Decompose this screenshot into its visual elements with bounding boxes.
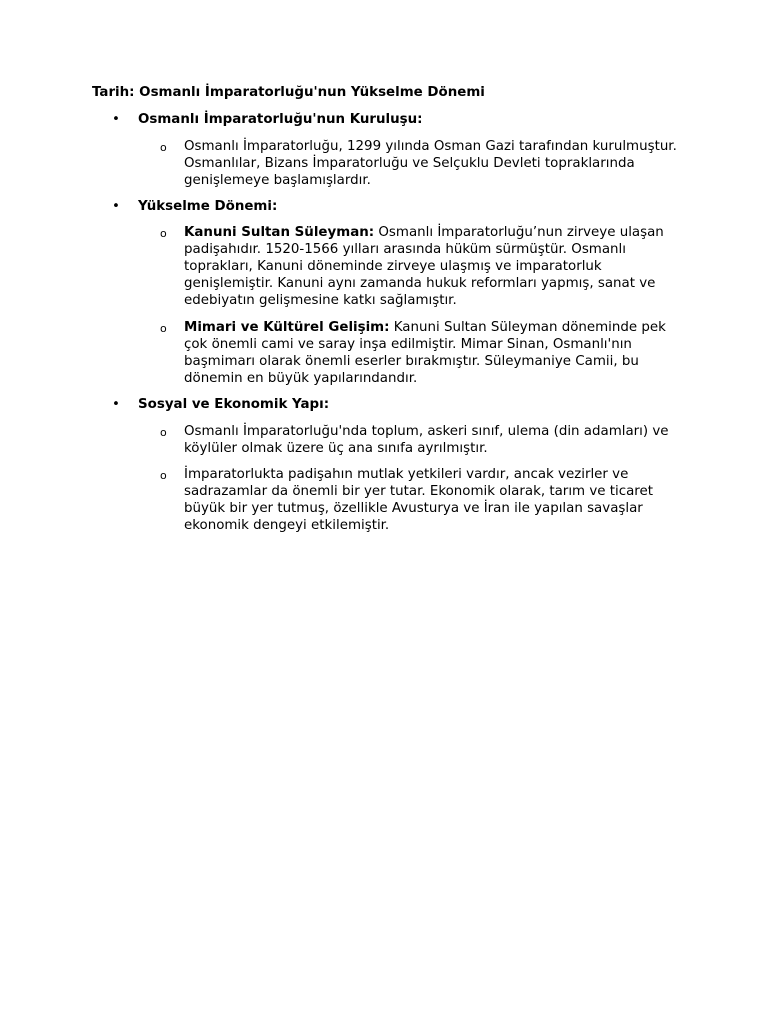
bullet-icon: • — [112, 112, 120, 127]
list-item-text — [184, 319, 684, 387]
list-item-body: Osmanlı İmparatorluğu’nun zirveye ulaşan padişahıdır. 1520-1566 yılları arasında hüküm sürmüştür. Osmanlı toprakları, Kanuni döneminde zirveye ulaşmış ve imparatorluk genişlemiştir. Kanuni aynı zamanda hukuk reformları yapmış, sanat ve edebiyatın gelişmesine katkı sağlamıştır. — [184, 225, 664, 308]
sub-bullet-icon: o — [160, 469, 167, 482]
list-item-text — [184, 466, 684, 534]
list-item-body: Kanuni Sultan Süleyman döneminde pek çok önemli cami ve saray inşa edilmiştir. Mimar Sinan, Osmanlı'nın başmimarı olarak önemli eserler bırakmıştır. Süleymaniye Camii, bu dönemin en büyük yapılarındandır. — [184, 320, 666, 386]
bullet-icon: • — [112, 397, 120, 412]
bullet-icon: • — [112, 199, 120, 214]
list-item-text — [184, 224, 684, 309]
sub-bullet-icon: o — [160, 141, 167, 154]
section-heading-label: Sosyal ve Ekonomik Yapı: — [138, 397, 330, 412]
list-item-text — [184, 138, 684, 189]
list-item-body: Osmanlı İmparatorluğu, 1299 yılında Osman Gazi tarafından kurulmuştur. Osmanlılar, Bizans İmparatorluğu ve Selçuklu Devleti topraklarında genişlemeye başlamışlardır. — [184, 139, 677, 188]
sub-bullet-icon: o — [160, 227, 167, 240]
list-item-text — [184, 423, 684, 457]
list-item-lead: Mimari ve Kültürel Gelişim: — [184, 320, 390, 335]
document-title: Tarih: Osmanlı İmparatorluğu'nun Yükselme Dönemi — [92, 85, 485, 100]
section-heading-label: Osmanlı İmparatorluğu'nun Kuruluşu: — [138, 112, 423, 127]
list-item-lead: Kanuni Sultan Süleyman: — [184, 225, 375, 240]
sub-bullet-icon: o — [160, 426, 167, 439]
section-heading-label: Yükselme Dönemi: — [138, 199, 278, 214]
sub-bullet-icon: o — [160, 322, 167, 335]
list-item-body: İmparatorlukta padişahın mutlak yetkileri vardır, ancak vezirler ve sadrazamlar da önemli bir yer tutar. Ekonomik olarak, tarım ve ticaret büyük bir yer tutmuş, özellikle Avusturya ve İran ile yapılan savaşlar ekonomik dengeyi etkilemiştir. — [184, 467, 653, 533]
list-item-body: Osmanlı İmparatorluğu'nda toplum, askeri sınıf, ulema (din adamları) ve köylüler olmak üzere üç ana sınıfa ayrılmıştır. — [184, 424, 669, 456]
